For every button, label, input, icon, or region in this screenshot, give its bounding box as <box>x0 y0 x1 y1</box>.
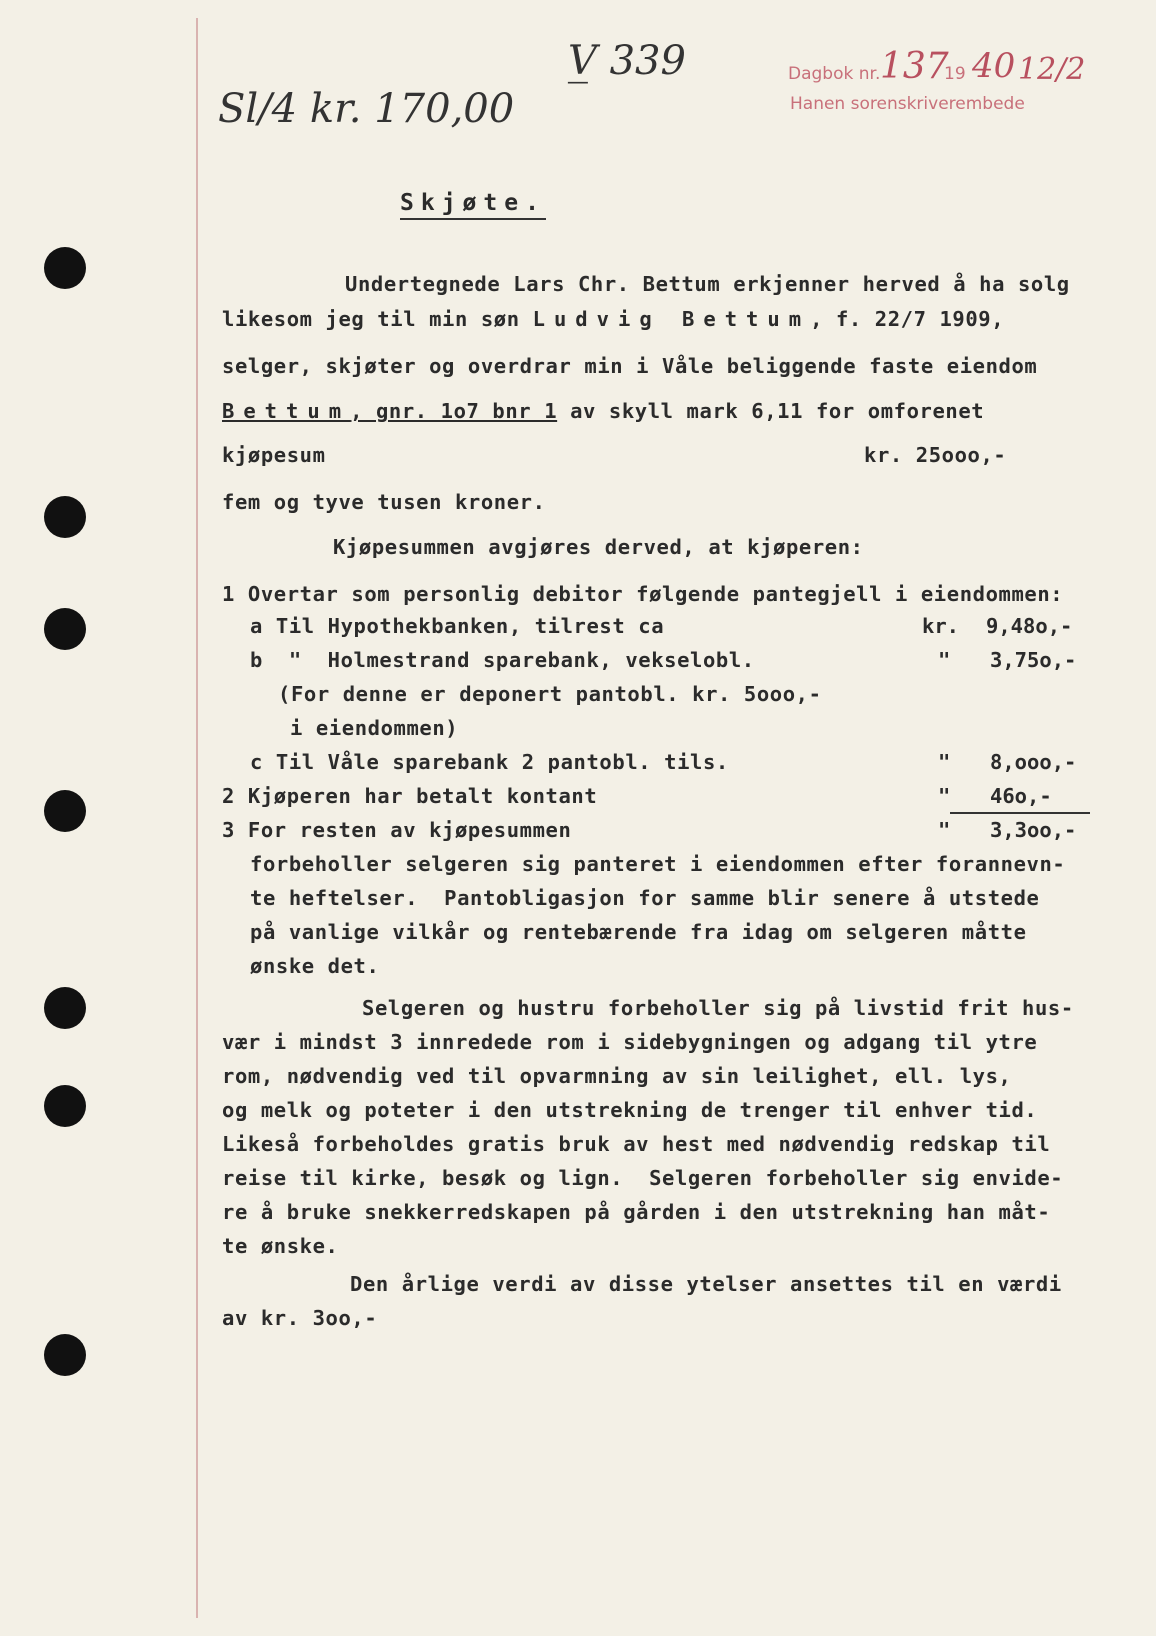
text-line: 1 Overtar som personlig debitor følgende pantegjell i eiendommen: <box>222 582 1064 606</box>
text-line: te heftelser. Pantobligasjon for samme blir senere å utstede <box>250 886 1040 910</box>
sum-underline <box>950 812 1090 814</box>
stamp-prefix: Dagbok nr. <box>788 64 881 84</box>
buyer-name: Ludvig Bettum <box>532 307 811 331</box>
text-line: ønske det. <box>250 954 380 978</box>
currency-mark: " <box>938 784 951 808</box>
text-line: Selgeren og hustru forbeholler sig på livstid frit hus- <box>362 996 1074 1020</box>
property-id: , gnr. 1o7 bnr 1 <box>350 399 558 423</box>
binder-hole <box>44 1085 86 1127</box>
text-line: selger, skjøter og overdrar min i Våle beliggende faste eiendom <box>222 354 1038 378</box>
text-line: Undertegnede Lars Chr. Bettum erkjenner herved å ha solg <box>345 272 1070 296</box>
text-line: 3 For resten av kjøpesummen <box>222 818 572 842</box>
text-line: og melk og poteter i den utstrekning de trenger til enhver tid. <box>222 1098 1038 1122</box>
text-line: vær i mindst 3 innredede rom i sidebygningen og adgang til ytre <box>222 1030 1038 1054</box>
text-line: forbeholler selgeren sig panteret i eiendommen efter forannevn- <box>250 852 1066 876</box>
binder-hole <box>44 496 86 538</box>
text-line: reise til kirke, besøk og lign. Selgeren forbeholler sig envide- <box>222 1166 1064 1190</box>
text-line: (For denne er deponert pantobl. kr. 5ooo,- <box>278 682 822 706</box>
binder-hole <box>44 1334 86 1376</box>
binder-hole <box>44 608 86 650</box>
stamp-number: 137 <box>880 46 949 87</box>
binder-hole <box>44 987 86 1029</box>
currency-mark: " <box>938 750 951 774</box>
text-line: b " Holmestrand sparebank, vekselobl. <box>250 648 755 672</box>
text-line: Likeså forbeholdes gratis bruk av hest med nødvendig redskap til <box>222 1132 1051 1156</box>
stamp-year-prefix: 19 <box>944 64 966 84</box>
text-line: Kjøpesummen avgjøres derved, at kjøperen: <box>333 535 864 559</box>
text-line: 2 Kjøperen har betalt kontant <box>222 784 598 808</box>
text-line: i eiendommen) <box>290 716 459 740</box>
handwritten-fee: Sl/4 kr. 170,00 <box>218 86 515 132</box>
margin-rule <box>196 18 198 1618</box>
text-line: c Til Våle sparebank 2 pantobl. tils. <box>250 750 729 774</box>
stamp-year-suffix: 40 <box>972 46 1016 86</box>
text-line: av kr. 3oo,- <box>222 1306 378 1330</box>
currency-mark: " <box>938 648 951 672</box>
text-line: rom, nødvendig ved til opvarmning av sin leilighet, ell. lys, <box>222 1064 1012 1088</box>
text-line: likesom jeg til min søn Ludvig Bettum, f. 22/7 1909, <box>222 307 1005 331</box>
property-name: Bettum <box>222 399 351 423</box>
amount: 3,3oo,- <box>990 818 1077 842</box>
amount: 9,48o,- <box>986 614 1073 638</box>
text-line: te ønske. <box>222 1234 339 1258</box>
text-line: Bettum, gnr. 1o7 bnr 1 av skyll mark 6,11 for omforenet <box>222 399 985 423</box>
binder-hole <box>44 790 86 832</box>
amount: 3,75o,- <box>990 648 1077 672</box>
purchase-price: kr. 25ooo,- <box>864 443 1007 467</box>
handwritten-reference: V̲ 339 <box>568 38 686 84</box>
text-line: på vanlige vilkår og rentebærende fra idag om selgeren måtte <box>250 920 1027 944</box>
stamp-date: 12/2 <box>1018 52 1086 87</box>
currency-mark: kr. <box>922 614 960 638</box>
text-line: re å bruke snekkerredskapen på gården i den utstrekning han måt- <box>222 1200 1051 1224</box>
text-line: a Til Hypothekbanken, tilrest ca <box>250 614 665 638</box>
binder-hole <box>44 247 86 289</box>
text-line: fem og tyve tusen kroner. <box>222 490 546 514</box>
amount: 46o,- <box>990 784 1052 808</box>
stamp-office: Hanen sorenskriverembede <box>790 94 1025 114</box>
text-line: kjøpesum <box>222 443 326 467</box>
document-title: Skjøte. <box>400 190 546 220</box>
text-line: Den årlige verdi av disse ytelser ansettes til en værdi <box>350 1272 1062 1296</box>
amount: 8,ooo,- <box>990 750 1077 774</box>
currency-mark: " <box>938 818 951 842</box>
